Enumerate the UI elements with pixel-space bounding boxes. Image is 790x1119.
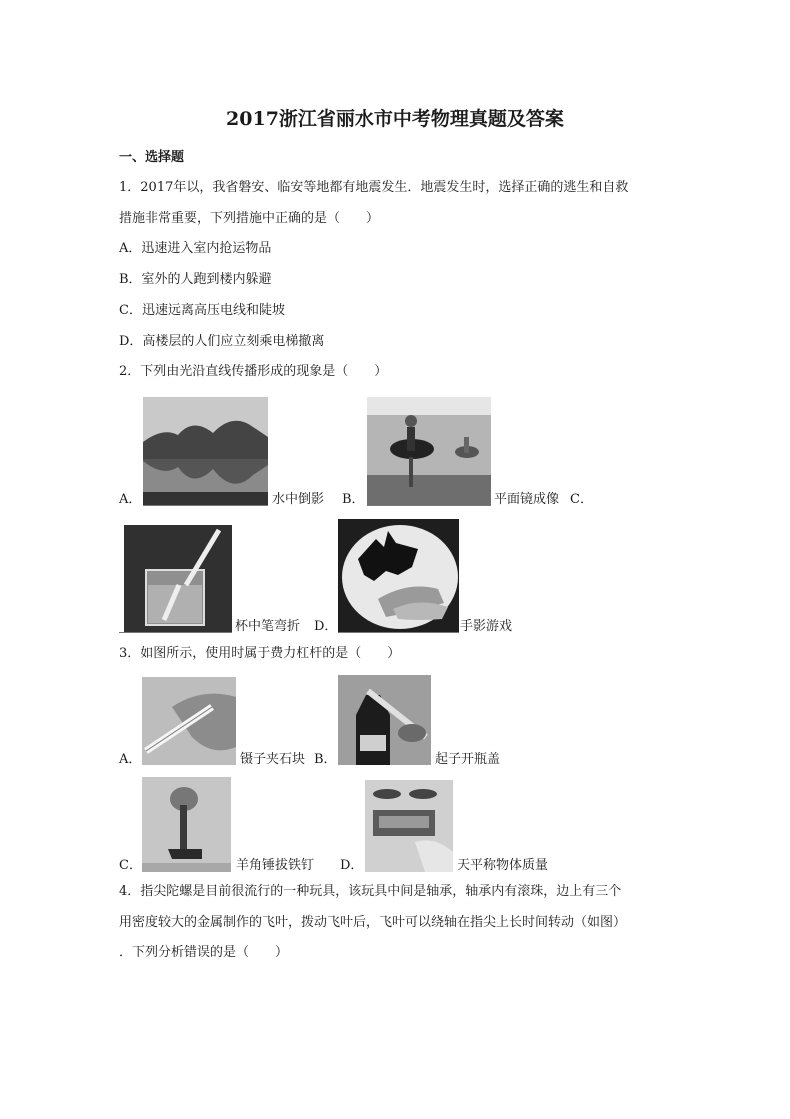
q1-line1: 1．2017年以，我省磐安、临安等地都有地震发生．地震发生时，选择正确的逃生和自救 <box>119 180 629 195</box>
page-title: 2017浙江省丽水市中考物理真题及答案 <box>226 108 564 130</box>
q3-b-letter: B． <box>314 752 337 767</box>
bottle-opener-photo <box>338 675 431 765</box>
underline <box>367 505 491 506</box>
bent-pen-photo <box>124 525 232 632</box>
q3-c-letter: C． <box>119 858 142 873</box>
q2-d-caption: 手影游戏 <box>460 619 513 634</box>
reflection-photo <box>143 397 268 505</box>
q2-c-letter: C． <box>570 492 593 507</box>
hand-shadow-photo <box>338 519 459 632</box>
section-heading: 一、选择题 <box>119 150 185 165</box>
q2-b-caption: 平面镜成像 <box>494 492 560 507</box>
q4-line3: ．下列分析错误的是（ ） <box>119 945 289 960</box>
balance-scale-photo <box>365 780 453 872</box>
q2-d-letter: D． <box>314 619 338 634</box>
underline <box>143 505 268 506</box>
q3-b-caption: 起子开瓶盖 <box>435 752 501 767</box>
q4-line1: 4．指尖陀螺是目前很流行的一种玩具，该玩具中间是轴承，轴承内有滚珠，边上有三个 <box>119 884 622 899</box>
q3-d-caption: 天平称物体质量 <box>457 858 549 873</box>
q3-stem: 3．如图所示，使用时属于费力杠杆的是（ ） <box>119 646 401 661</box>
q3-a-letter: A． <box>119 752 142 767</box>
tweezers-photo <box>142 677 236 765</box>
claw-hammer-photo <box>142 777 231 872</box>
q3-a-caption: 镊子夹石块 <box>240 752 306 767</box>
q1-option-b: B．室外的人跑到楼内躲避 <box>119 272 272 287</box>
q1-option-a: A．迅速进入室内抢运物品 <box>119 241 272 256</box>
q3-d-letter: D． <box>340 858 364 873</box>
q4-line2: 用密度较大的金属制作的飞叶，拨动飞叶后，飞叶可以绕轴在指尖上长时间转动（如图） <box>119 915 627 930</box>
q2-c-caption: 杯中笔弯折 <box>235 619 301 634</box>
q1-option-c: C．迅速远离高压电线和陡坡 <box>119 303 285 318</box>
q1-option-d: D．高楼层的人们应立刻乘电梯撤离 <box>119 334 325 349</box>
mirror-photo <box>367 397 491 505</box>
q2-a-caption: 水中倒影 <box>272 492 325 507</box>
underline <box>338 632 459 633</box>
q2-b-letter: B． <box>342 492 365 507</box>
q1-line2: 措施非常重要，下列措施中正确的是（ ） <box>119 211 380 226</box>
q2-stem: 2．下列由光沿直线传播形成的现象是（ ） <box>119 364 388 379</box>
q2-a-letter: A． <box>119 492 142 507</box>
underline <box>119 632 232 633</box>
q3-c-caption: 羊角锤拔铁钉 <box>236 858 315 873</box>
